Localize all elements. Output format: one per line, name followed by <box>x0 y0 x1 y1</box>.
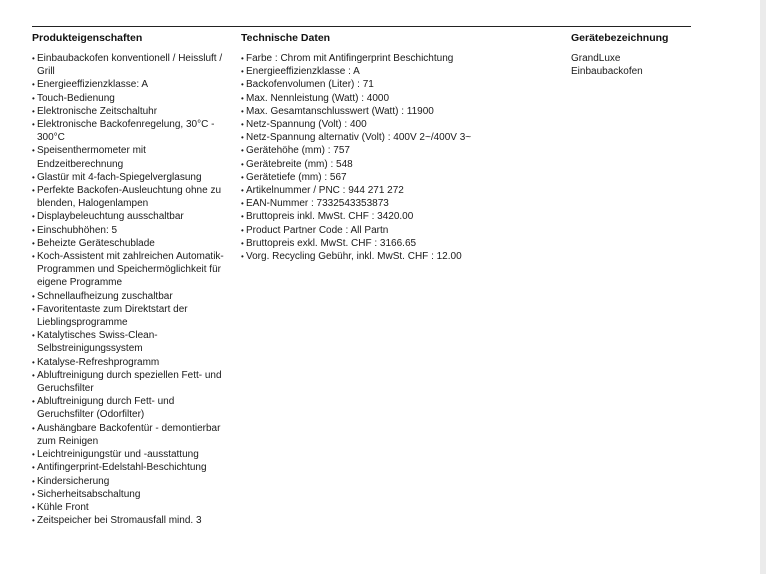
technical-column <box>241 32 561 263</box>
spec-item: • Product Partner Code : All Partn <box>241 224 561 237</box>
list-item: • Antifingerprint-Edelstahl-Beschichtung <box>32 461 232 474</box>
list-item: • Einbaubackofen konventionell / Heissluft / Grill <box>32 52 232 78</box>
list-item: • Katalyse-Refreshprogramm <box>32 356 232 369</box>
spec-item: • Energieeffizienzklasse : A <box>241 65 561 78</box>
list-item: • Leichtreinigungstür und -ausstattung <box>32 448 232 461</box>
list-item: • Touch-Bedienung <box>32 92 232 105</box>
device-column <box>571 32 691 78</box>
spec-item: • Netz-Spannung (Volt) : 400 <box>241 118 561 131</box>
list-item: • Abluftreinigung durch speziellen Fett- und Geruchsfilter <box>32 369 232 395</box>
list-item: • Energieeffizienzklasse: A <box>32 78 232 91</box>
spec-item: • Gerätebreite (mm) : 548 <box>241 158 561 171</box>
spec-item: • Vorg. Recycling Gebühr, inkl. MwSt. CHF : 12.00 <box>241 250 561 263</box>
list-item: • Perfekte Backofen-Ausleuchtung ohne zu blenden, Halogenlampen <box>32 184 232 210</box>
spec-item: • Max. Gesamtanschlusswert (Watt) : 11900 <box>241 105 561 118</box>
spec-item: • EAN-Nummer : 7332543353873 <box>241 197 561 210</box>
spec-item: • Gerätetiefe (mm) : 567 <box>241 171 561 184</box>
list-item: • Zeitspeicher bei Stromausfall mind. 3 <box>32 514 232 527</box>
device-heading: Gerätebezeichnung <box>571 32 669 44</box>
spec-item: • Backofenvolumen (Liter) : 71 <box>241 78 561 91</box>
list-item: • Aushängbare Backofentür - demontierbar zum Reinigen <box>32 422 232 448</box>
device-brand: GrandLuxe <box>571 53 621 64</box>
list-item: • Favoritentaste zum Direktstart der Lieblingsprogramme <box>32 303 232 329</box>
list-item: • Glastür mit 4-fach-Spiegelverglasung <box>32 171 232 184</box>
spec-item: • Artikelnummer / PNC : 944 271 272 <box>241 184 561 197</box>
list-item: • Sicherheitsabschaltung <box>32 488 232 501</box>
device-type: Einbaubackofen <box>571 66 643 78</box>
technical-heading: Technische Daten <box>241 32 331 44</box>
list-item: • Schnellaufheizung zuschaltbar <box>32 290 232 303</box>
features-column <box>32 32 232 527</box>
list-item: • Katalytisches Swiss-Clean-Selbstreinigungssystem <box>32 329 232 355</box>
list-item: • Elektronische Backofenregelung, 30°C - 300°C <box>32 118 232 144</box>
list-item: • Einschubhöhen: 5 <box>32 224 232 237</box>
spec-item: • Gerätehöhe (mm) : 757 <box>241 144 561 157</box>
list-item: • Kühle Front <box>32 501 232 514</box>
list-item: • Displaybeleuchtung ausschaltbar <box>32 210 232 223</box>
list-item: • Speisenthermometer mit Endzeitberechnung <box>32 144 232 170</box>
spec-item: • Max. Nennleistung (Watt) : 4000 <box>241 92 561 105</box>
list-item: • Abluftreinigung durch Fett- und Geruchsfilter (Odorfilter) <box>32 395 232 421</box>
technical-list <box>241 52 561 263</box>
page-edge <box>760 0 766 574</box>
spec-item: • Bruttopreis inkl. MwSt. CHF : 3420.00 <box>241 210 561 223</box>
list-item: • Elektronische Zeitschaltuhr <box>32 105 232 118</box>
spec-item: • Bruttopreis exkl. MwSt. CHF : 3166.65 <box>241 237 561 250</box>
list-item: • Koch-Assistent mit zahlreichen Automatik-Programmen und Speichermöglichkeit für eigene Programme <box>32 250 232 290</box>
list-item: • Kindersicherung <box>32 475 232 488</box>
top-divider <box>32 26 691 27</box>
list-item: • Beheizte Geräteschublade <box>32 237 232 250</box>
features-list <box>32 52 232 527</box>
spec-item: • Farbe : Chrom mit Antifingerprint Beschichtung <box>241 52 561 65</box>
spec-item: • Netz-Spannung alternativ (Volt) : 400V 2~/400V 3~ <box>241 131 561 144</box>
features-heading: Produkteigenschaften <box>32 32 143 44</box>
